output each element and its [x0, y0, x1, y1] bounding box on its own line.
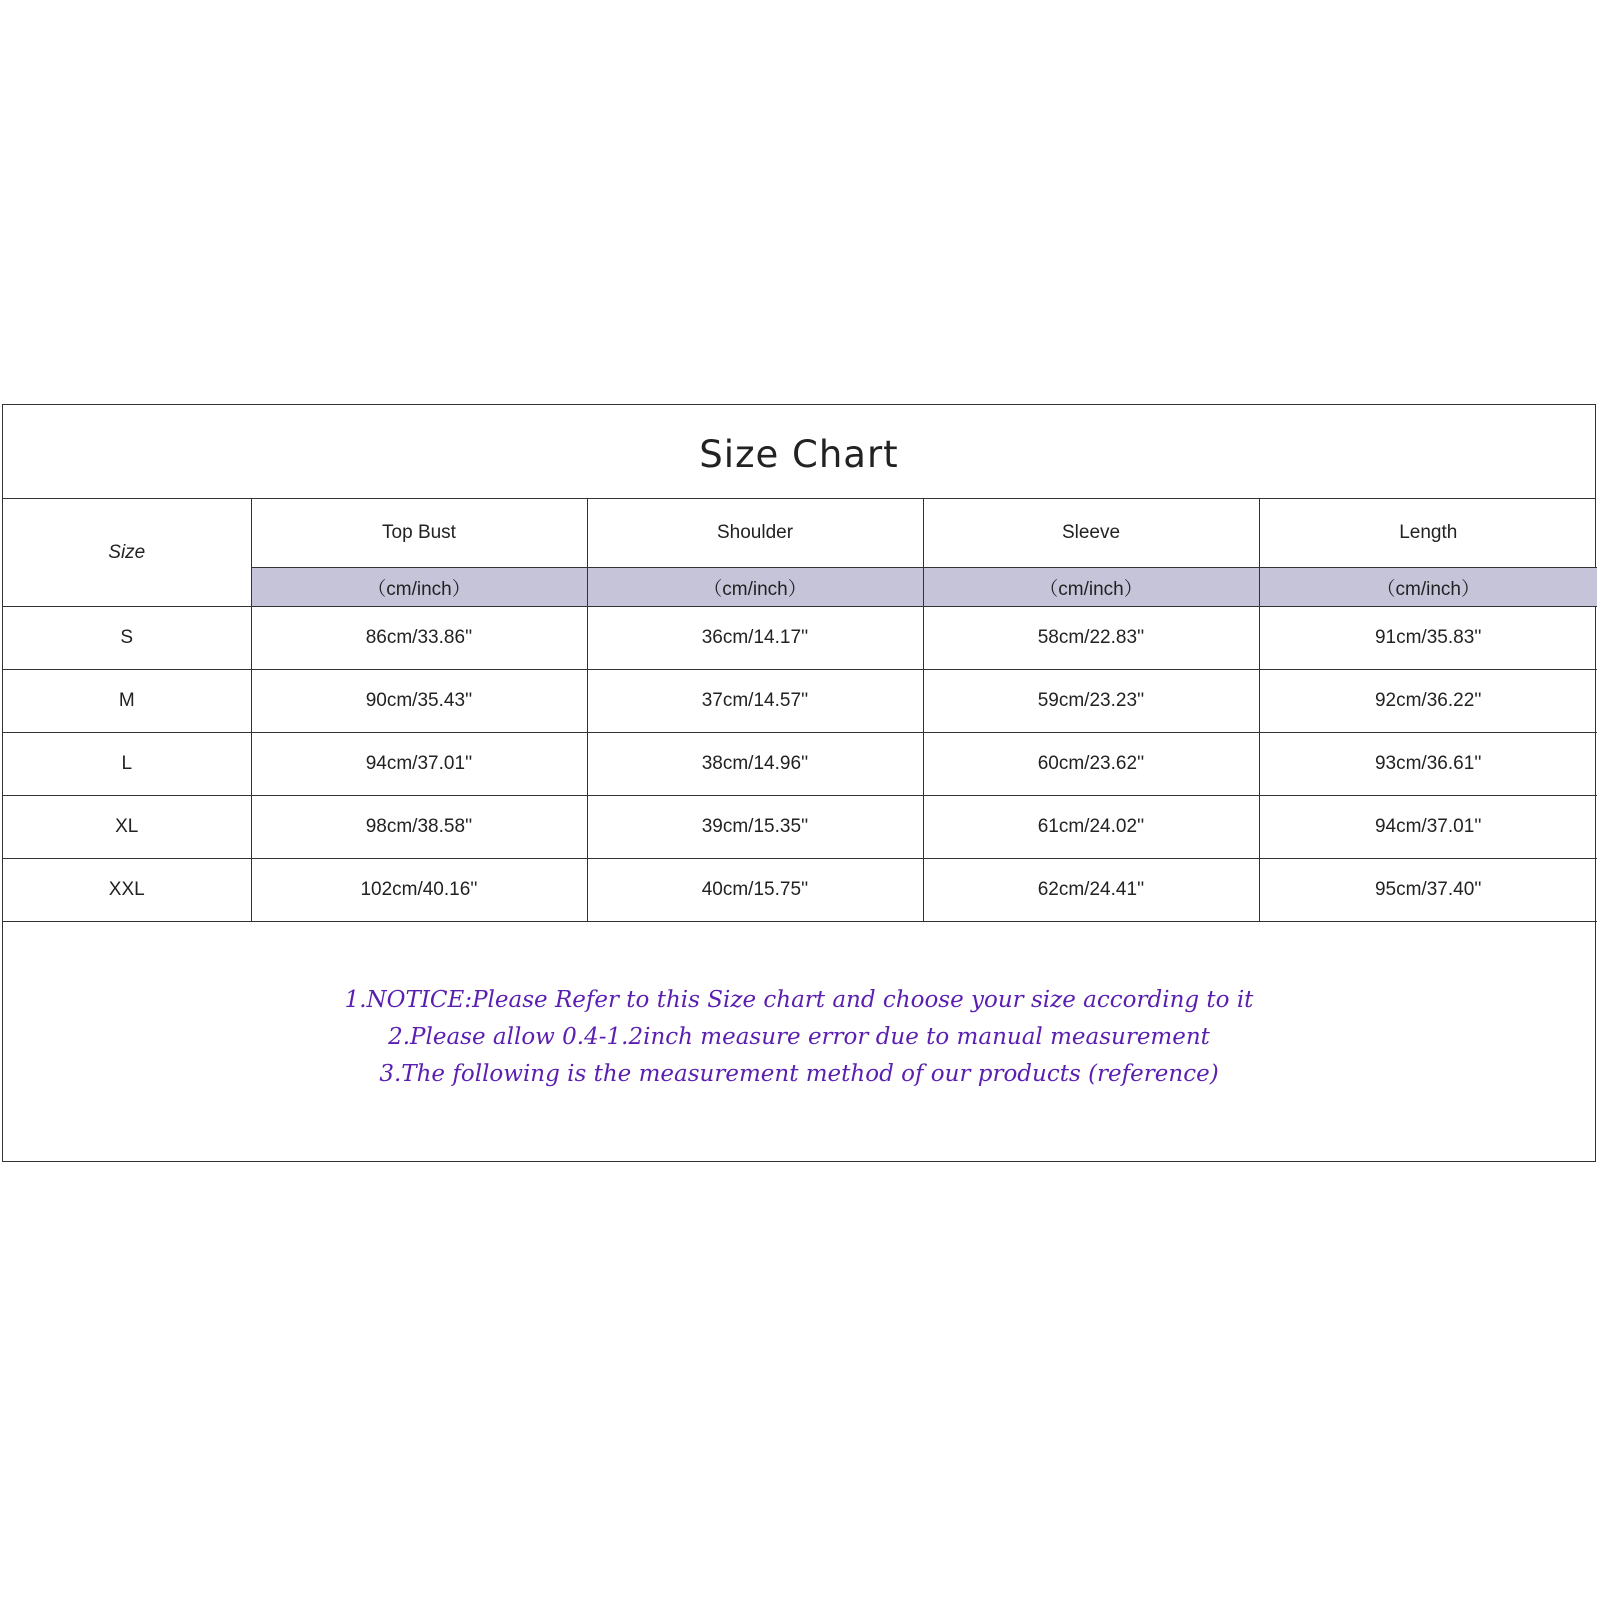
header-row — [3, 499, 1597, 568]
table-row — [3, 733, 1597, 796]
title-bar — [3, 405, 1595, 499]
table-cell: 60cm/23.62'' — [923, 733, 1259, 796]
table-cell: 90cm/35.43'' — [251, 670, 587, 733]
size-cell: M — [3, 670, 251, 733]
table-cell: 94cm/37.01'' — [251, 733, 587, 796]
table-cell: 36cm/14.17'' — [587, 607, 923, 670]
table-row — [3, 859, 1597, 922]
table-row — [3, 670, 1597, 733]
column-header-shoulder: Shoulder — [587, 499, 923, 568]
note-line: 2.Please allow 0.4-1.2inch measure error due to manual measurement — [388, 1023, 1210, 1050]
table-cell: 102cm/40.16'' — [251, 859, 587, 922]
column-header-sleeve: Sleeve — [923, 499, 1259, 568]
column-header-top-bust: Top Bust — [251, 499, 587, 568]
size-table — [3, 499, 1597, 922]
size-cell: XL — [3, 796, 251, 859]
table-cell: 40cm/15.75'' — [587, 859, 923, 922]
note-line: 3.The following is the measurement method of our products (reference) — [379, 1060, 1219, 1087]
table-cell: 62cm/24.41'' — [923, 859, 1259, 922]
table-cell: 59cm/23.23'' — [923, 670, 1259, 733]
unit-label: （cm/inch） — [1259, 568, 1597, 607]
table-cell: 39cm/15.35'' — [587, 796, 923, 859]
unit-label: （cm/inch） — [587, 568, 923, 607]
table-cell: 98cm/38.58'' — [251, 796, 587, 859]
table-cell: 38cm/14.96'' — [587, 733, 923, 796]
table-cell: 91cm/35.83'' — [1259, 607, 1597, 670]
table-row — [3, 607, 1597, 670]
unit-label: （cm/inch） — [923, 568, 1259, 607]
table-cell: 58cm/22.83'' — [923, 607, 1259, 670]
table-cell: 61cm/24.02'' — [923, 796, 1259, 859]
notes-section — [3, 925, 1595, 1163]
table-cell: 86cm/33.86'' — [251, 607, 587, 670]
table-cell: 37cm/14.57'' — [587, 670, 923, 733]
note-line: 1.NOTICE:Please Refer to this Size chart and choose your size according to it — [344, 986, 1254, 1013]
table-cell: 93cm/36.61'' — [1259, 733, 1597, 796]
page-title: Size Chart — [699, 433, 899, 476]
size-cell: S — [3, 607, 251, 670]
size-cell: L — [3, 733, 251, 796]
table-cell: 92cm/36.22'' — [1259, 670, 1597, 733]
unit-label: （cm/inch） — [251, 568, 587, 607]
table-row — [3, 796, 1597, 859]
column-header-length: Length — [1259, 499, 1597, 568]
size-cell: XXL — [3, 859, 251, 922]
table-cell: 94cm/37.01'' — [1259, 796, 1597, 859]
table-cell: 95cm/37.40'' — [1259, 859, 1597, 922]
size-column-header: Size — [3, 499, 251, 607]
size-chart-sheet — [2, 404, 1596, 1162]
